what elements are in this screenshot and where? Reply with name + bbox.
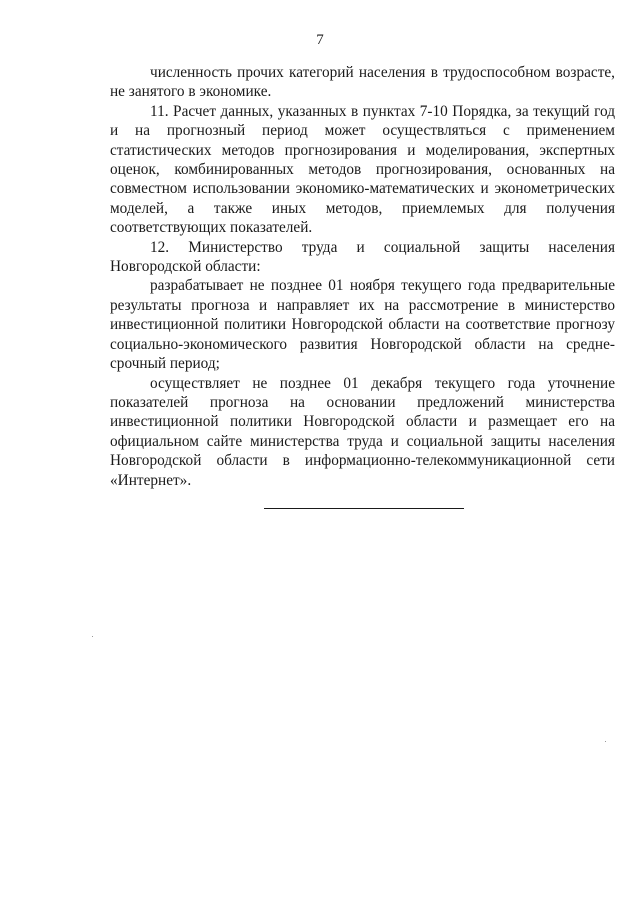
document-body xyxy=(110,63,615,490)
paragraph-item-11: 11. Расчет данных, указанных в пунктах 7-10 Порядка, за текущий год и на прогнозный период может осуществляться с применением статистических методов прогнозирования и моделирования, экспертных оценок, комбинированных методов прогнозирования, основанных на совместном использовании экономико-математических и эконометрических моделей, а также иных методов, приемлемых для получения соответствующих показателей. xyxy=(110,102,615,237)
paragraph-item-12: 12. Министерство труда и социальной защиты населения Новгородской области: xyxy=(110,238,615,276)
end-of-text-rule xyxy=(264,508,464,509)
paragraph-continuation: численность прочих категорий населения в трудоспособном возрасте, не занятого в экономике. xyxy=(110,64,615,101)
page-number: 7 xyxy=(316,32,324,48)
paragraph-refines-forecast: осуществляет не позднее 01 декабря текущего года уточнение показателей прогноза на основании предложений министерства инвестиционной политики Новгородской области и размещает его на официальном сайте министерства труда и социальной защиты населения Новгородской области в информационно-телекоммуникационной сети «Интернет». xyxy=(110,374,615,489)
scan-artifact xyxy=(605,741,606,742)
paragraph-develops-forecast: разрабатывает не позднее 01 ноября текущего года предварительные результаты прогноза и направляет их на рассмотрение в министерство инвестиционной политики Новгородской области на соответствие прогнозу социально-экономического развития Новгородской области на средне-срочный период; xyxy=(110,277,615,373)
scan-artifact xyxy=(92,636,93,637)
